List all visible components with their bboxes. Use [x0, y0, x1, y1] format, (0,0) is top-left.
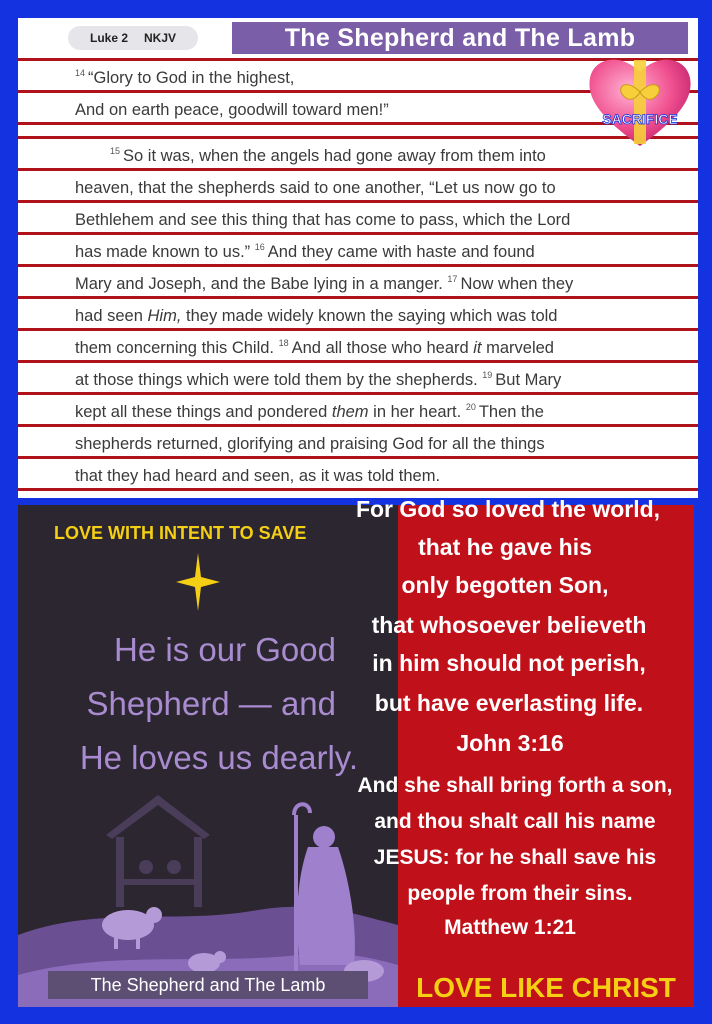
- quote-line: He loves us dearly.: [79, 739, 358, 776]
- verse-text: But Mary: [495, 370, 562, 389]
- heart-label: SACRIFICE: [602, 111, 678, 127]
- verse-line: [75, 364, 561, 396]
- john-line: that he gave his: [418, 534, 592, 560]
- john-reference: John 3:16: [456, 730, 564, 756]
- matthew-line: people from their sins.: [407, 882, 633, 905]
- title-banner: The Shepherd and The Lamb: [232, 22, 688, 54]
- verse-italic: them: [331, 402, 369, 421]
- verse-number: 15: [110, 146, 121, 156]
- star-icon: [176, 553, 220, 611]
- verse-line: [75, 204, 570, 236]
- verse-line: [110, 140, 546, 172]
- john-line: For God so loved the world,: [355, 496, 661, 522]
- verse-text: So it was, when the angels had gone away from them into: [123, 146, 546, 165]
- verse-number: 14: [75, 68, 86, 78]
- matthew-reference: Matthew 1:21: [444, 916, 576, 939]
- verse-text: Then the: [478, 402, 544, 421]
- verse-text: Now when they: [460, 274, 574, 293]
- verse-line: [75, 332, 554, 364]
- scripture-panel: [18, 18, 698, 498]
- matthew-line: and thou shalt call his name: [374, 810, 656, 833]
- quote-line: Shepherd — and: [86, 685, 336, 722]
- book-version-pill[interactable]: [68, 26, 198, 50]
- john-line: but have everlasting life.: [374, 690, 644, 716]
- verse-text: Mary and Joseph, and the Babe lying in a manger.: [75, 274, 443, 293]
- matthew-line: JESUS: for he shall save his: [373, 846, 657, 869]
- verse-line: [75, 268, 573, 300]
- verse-number: 20: [465, 402, 476, 412]
- verse-text: And all those who heard: [291, 338, 469, 357]
- verse-italic: Him,: [147, 306, 182, 325]
- verse-text: that they had heard and seen, as it was told them.: [75, 466, 441, 485]
- verse-line: [75, 428, 545, 460]
- verse-text: “Glory to God in the highest,: [88, 68, 295, 87]
- verse-text: And they came with haste and found: [267, 242, 535, 261]
- verse-line: [75, 236, 535, 268]
- verse-line: [75, 94, 389, 126]
- shepherd-caption: The Shepherd and The Lamb: [48, 971, 368, 999]
- verse-line: [75, 396, 544, 428]
- verse-line: [75, 62, 294, 94]
- verse-text: shepherds returned, glorifying and praising God for all the things: [75, 434, 545, 453]
- verse-number: 17: [447, 274, 458, 284]
- verse-text: kept all these things and pondered: [75, 402, 328, 421]
- verse-text: And on earth peace, goodwill toward men!”: [75, 100, 389, 119]
- verse-text: they made widely known the saying which was told: [186, 306, 558, 325]
- quote-line: He is our Good: [114, 631, 336, 668]
- verse-text: had seen: [75, 306, 143, 325]
- book-label[interactable]: Luke 2: [89, 31, 128, 45]
- love-like-christ: LOVE LIKE CHRIST: [416, 972, 676, 1003]
- intent-heading: LOVE WITH INTENT TO SAVE: [54, 523, 307, 543]
- john-line: that whosoever believeth: [371, 612, 647, 638]
- verse-line: [75, 300, 557, 332]
- heart-icon: [584, 50, 696, 150]
- verse-text: in her heart.: [373, 402, 462, 421]
- verse-number: 18: [278, 338, 289, 348]
- verse-line: [75, 172, 556, 204]
- verse-text: heaven, that the shepherds said to one another, “Let us now go to: [75, 178, 556, 197]
- verse-text: Bethlehem and see this thing that has come to pass, which the Lord: [75, 210, 571, 229]
- version-label[interactable]: NKJV: [144, 31, 177, 45]
- verse-number: 16: [254, 242, 265, 252]
- verse-line: [75, 460, 440, 492]
- john-line: only begotten Son,: [401, 572, 609, 598]
- verse-number: 19: [482, 370, 493, 380]
- verse-text: has made known to us.”: [75, 242, 251, 261]
- verse-text: them concerning this Child.: [75, 338, 275, 357]
- john-line: in him should not perish,: [372, 650, 646, 676]
- matthew-line: And she shall bring forth a son,: [357, 774, 673, 797]
- verse-text: at those things which were told them by the shepherds.: [75, 370, 478, 389]
- verse-text: marveled: [486, 338, 554, 357]
- verse-italic: it: [473, 338, 482, 357]
